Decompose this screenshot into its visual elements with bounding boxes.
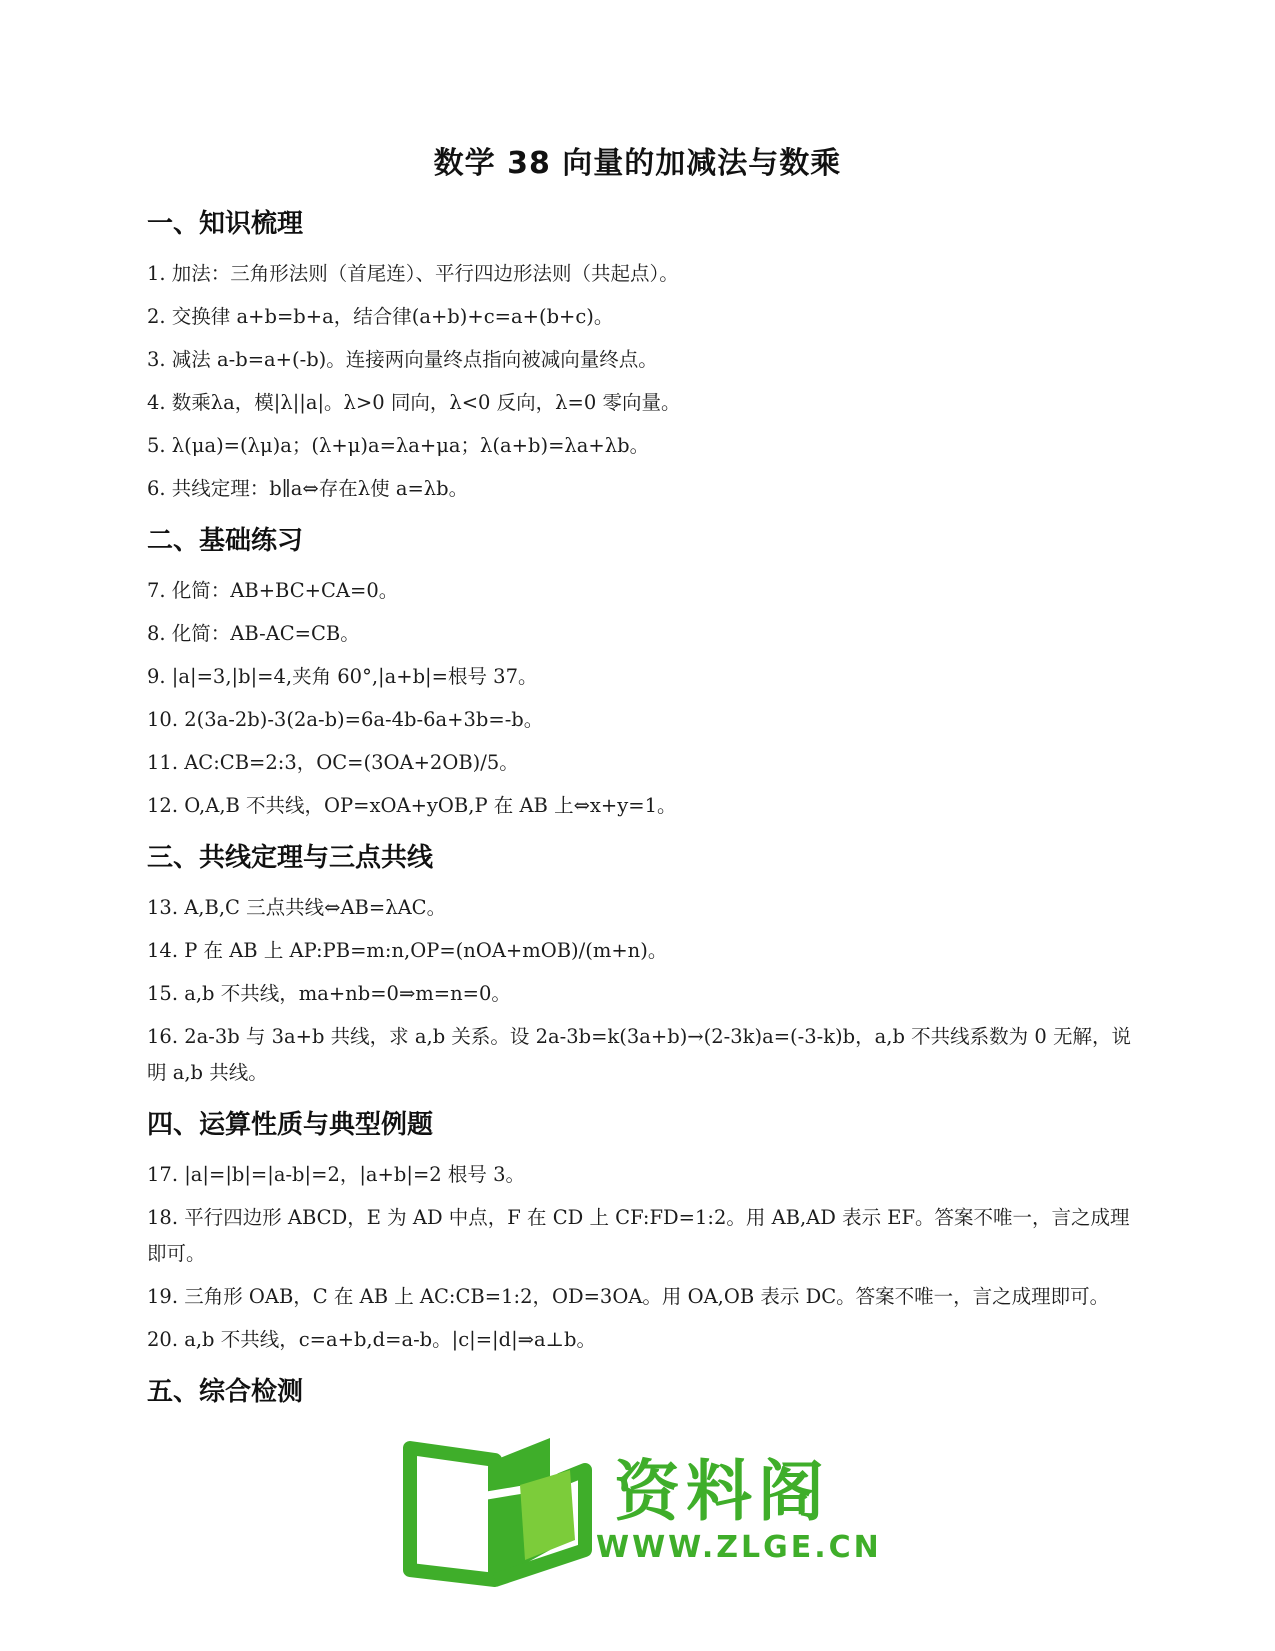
list-item: 17. |a|=|b|=|a-b|=2，|a+b|=2 根号 3。 <box>147 1163 525 1186</box>
list-item: 19. 三角形 OAB，C 在 AB 上 AC:CB=1:2，OD=3OA。用 OA,OB 表示 DC。答案不唯一，言之成理即可。 <box>147 1285 1110 1308</box>
list-item: 11. AC:CB=2:3，OC=(3OA+2OB)/5。 <box>147 751 519 774</box>
section-2 <box>147 523 1137 824</box>
list-item: 5. λ(μa)=(λμ)a；(λ+μ)a=λa+μa；λ(a+b)=λa+λb。 <box>147 434 650 457</box>
document-body <box>147 206 1137 1426</box>
section-heading: 三、共线定理与三点共线 <box>147 843 434 873</box>
watermark-url: WWW.ZLGE.CN <box>596 1530 882 1565</box>
list-item: 12. O,A,B 不共线，OP=xOA+yOB,P 在 AB 上⇔x+y=1。 <box>147 794 677 817</box>
page-title: 数学 38 向量的加减法与数乘 <box>433 146 842 181</box>
list-item: 10. 2(3a-2b)-3(2a-b)=6a-4b-6a+3b=-b。 <box>147 708 544 731</box>
section-heading: 五、综合检测 <box>147 1377 304 1407</box>
section-5 <box>147 1374 1137 1410</box>
section-heading: 四、运算性质与典型例题 <box>147 1110 434 1140</box>
list-item: 16. 2a-3b 与 3a+b 共线，求 a,b 关系。设 2a-3b=k(3a+b)→(2-3k)a=(-3-k)b，a,b 不共线系数为 0 无解，说明 a,b 共线。 <box>147 1025 1131 1084</box>
section-heading: 一、知识梳理 <box>147 209 304 239</box>
list-item: 6. 共线定理：b∥a⇔存在λ使 a=λb。 <box>147 477 469 500</box>
section-3 <box>147 840 1137 1091</box>
list-item: 3. 减法 a-b=a+(-b)。连接两向量终点指向被减向量终点。 <box>147 348 658 371</box>
list-item: 14. P 在 AB 上 AP:PB=m:n,OP=(nOA+mOB)/(m+n)。 <box>147 939 668 962</box>
watermark-name: 资料阁 <box>614 1453 830 1530</box>
list-item: 13. A,B,C 三点共线⇔AB=λAC。 <box>147 896 447 919</box>
section-1 <box>147 206 1137 507</box>
open-book-icon <box>400 1430 600 1590</box>
list-item: 1. 加法：三角形法则（首尾连）、平行四边形法则（共起点）。 <box>147 262 679 285</box>
list-item: 15. a,b 不共线，ma+nb=0⇒m=n=0。 <box>147 982 511 1005</box>
list-item: 18. 平行四边形 ABCD，E 为 AD 中点，F 在 CD 上 CF:FD=1:2。用 AB,AD 表示 EF。答案不唯一，言之成理即可。 <box>147 1206 1130 1265</box>
section-4 <box>147 1107 1137 1358</box>
watermark-logo <box>400 1430 882 1590</box>
list-item: 9. |a|=3,|b|=4,夹角 60°,|a+b|=根号 37。 <box>147 665 538 688</box>
list-item: 7. 化简：AB+BC+CA=0。 <box>147 579 399 602</box>
list-item: 2. 交换律 a+b=b+a，结合律(a+b)+c=a+(b+c)。 <box>147 305 614 328</box>
list-item: 8. 化简：AB-AC=CB。 <box>147 622 360 645</box>
list-item: 4. 数乘λa，模|λ||a|。λ>0 同向，λ<0 反向，λ=0 零向量。 <box>147 391 681 414</box>
section-heading: 二、基础练习 <box>147 526 304 556</box>
list-item: 20. a,b 不共线，c=a+b,d=a-b。|c|=|d|⇒a⊥b。 <box>147 1328 596 1351</box>
